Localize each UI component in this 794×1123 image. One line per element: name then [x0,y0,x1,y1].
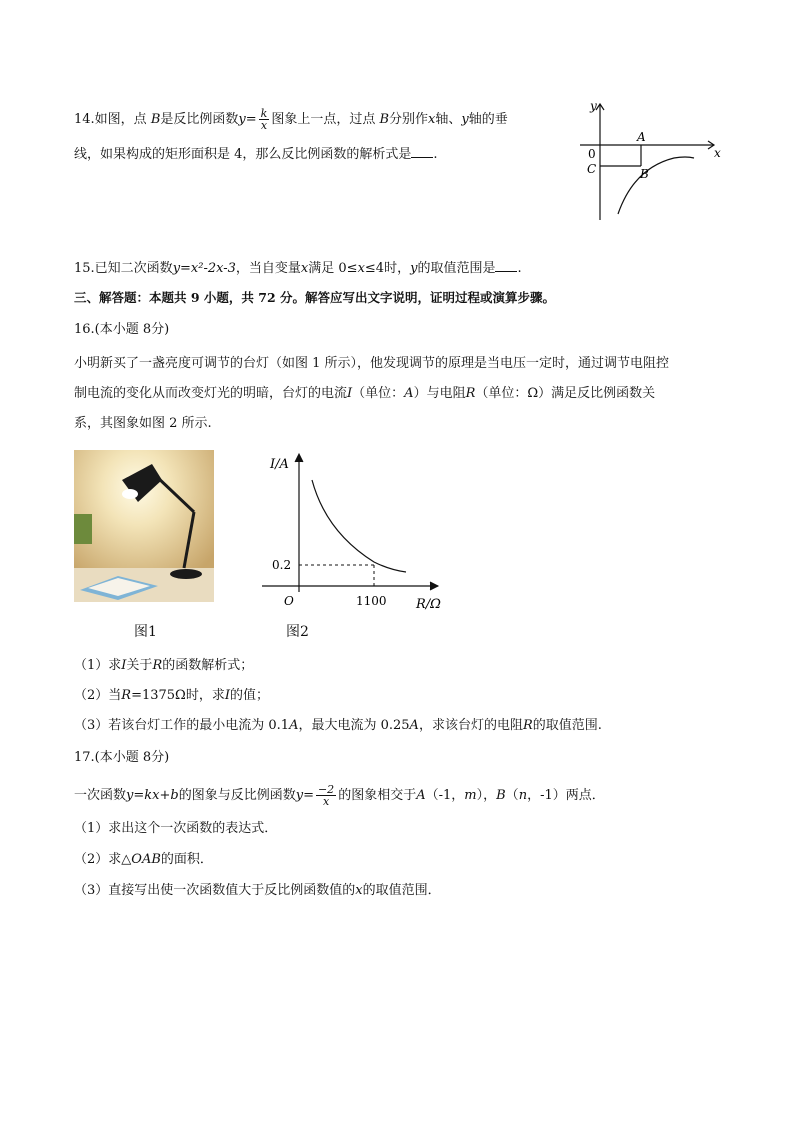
q17-heading: 17.(本小题 8分) [74,750,170,765]
y-axis-label: I/A [270,457,289,472]
lamp-photo [74,450,214,602]
q17-sub2: （2）求△OAB的面积． [74,852,213,867]
q14-line1: 14.如图，点 B是反比例函数y= $\frac{k}{x}$ 图象上一点，过点 B分别作x轴、y轴的垂 [74,107,508,132]
y-tick-label: 0.2 [272,558,292,572]
y-axis-arrow [295,454,303,462]
q17-line1: 一次函数y=kx+b的图象与反比例函数y= $\frac{-2}{x}$ 的图象相交于A（-1，m），B（n，-1）两点． [74,783,605,808]
q16-sub1: （1）求I关于R的函数解析式； [74,658,254,673]
label-x: x [714,146,721,160]
q16-heading: 16.(本小题 8分) [74,322,170,337]
q15-line: 15.已知二次函数y=x²-2x-3，当自变量x满足 0≤x≤4时，y的取值范围是 . [74,261,522,276]
section-3-heading: 三、解答题：本题共 9 小题，共 72 分。解答应写出文字说明，证明过程或演算步骤。 [74,290,556,305]
label-B: B [640,167,649,181]
answer-blank [411,145,433,158]
label-C: C [587,162,597,176]
figure-q14 [574,96,734,226]
origin-label: O [284,594,294,608]
x-axis-label: R/Ω [416,597,441,612]
q14-line2: 线，如果构成的矩形面积是 4，那么反比例函数的解析式是 . [74,147,438,162]
label-y: y [590,99,597,113]
x-axis-arrow [430,582,438,590]
fraction-neg2-over-x: $\frac{-2}{x}$ [317,783,335,808]
figure-2-graph [256,448,456,618]
answer-blank [495,259,517,272]
label-A: A [637,130,646,144]
q16-sub2: （2）当R=1375Ω时，求I的值； [74,688,269,703]
q17-sub3: （3）直接写出使一次函数值大于反比例函数值的x的取值范围． [74,883,441,898]
fig1-caption: 图1 [134,624,157,640]
fig2-caption: 图2 [286,624,309,640]
q16-para-line2: 制电流的变化从而改变灯光的明暗，台灯的电流I（单位：A）与电阻R（单位：Ω）满足反比例函数关 [74,386,656,401]
x-tick-label: 1100 [356,594,387,608]
lamp-base [170,569,202,579]
q16-para-line1: 小明新买了一盏亮度可调节的台灯（如图 1 所示），他发现调节的原理是当电压一定时，通过调节电阻控 [74,356,670,371]
inverse-curve [312,480,406,572]
q16-para-line3: 系，其图象如图 2 所示. [74,416,212,431]
plant [74,514,92,544]
q16-sub3: （3）若该台灯工作的最小电流为 0.1A，最大电流为 0.25A，求该台灯的电阻R的取值范围. [74,718,602,733]
q17-sub1: （1）求出这个一次函数的表达式． [74,821,278,836]
label-origin: 0 [588,147,596,161]
fraction-k-over-x: $\frac{k}{x}$ [260,107,268,132]
lamp-bulb [122,489,138,499]
